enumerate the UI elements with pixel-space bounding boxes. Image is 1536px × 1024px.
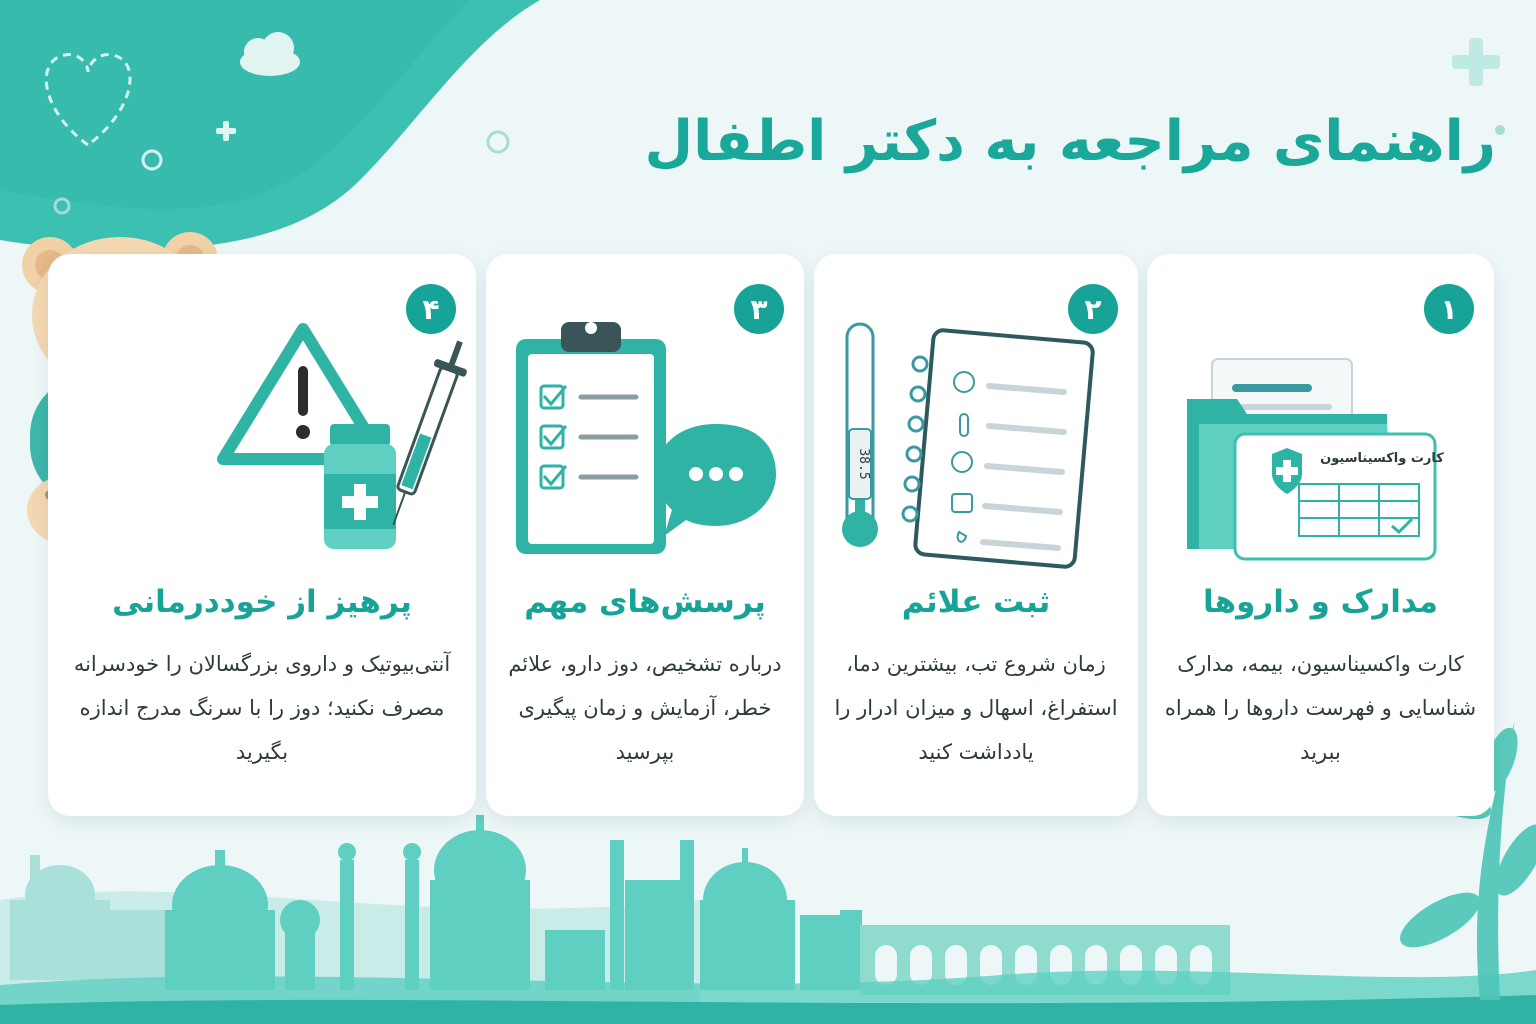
step-badge: ۳ bbox=[734, 284, 784, 334]
folder-vaccination-card-icon bbox=[1147, 314, 1494, 614]
card-questions bbox=[486, 254, 804, 816]
card-title: مدارک و داروها bbox=[1203, 584, 1438, 620]
step-badge: ۱ bbox=[1424, 284, 1474, 334]
card-text: زمان شروع تب، بیشترین دما، استفراغ، اسهال و میزان ادرار را یادداشت کنید bbox=[834, 652, 1118, 764]
thermometer-notebook-icon bbox=[814, 314, 1138, 614]
vaccination-card-label: کارت واکسیناسیون bbox=[1320, 451, 1444, 466]
warning-medicine-syringe-icon bbox=[48, 314, 476, 614]
card-text: درباره تشخیص، دوز دارو، علائم خطر، آزمایش و زمان پیگیری بپرسید bbox=[508, 652, 782, 764]
thermometer-reading: 38.5 bbox=[856, 448, 871, 480]
city-skyline-icon bbox=[0, 815, 1536, 1024]
card-symptoms bbox=[814, 254, 1138, 816]
card-title: پرسش‌های مهم bbox=[524, 584, 766, 620]
card-title: ثبت علائم bbox=[901, 584, 1051, 620]
card-self-medication bbox=[48, 254, 476, 816]
clipboard-chat-icon bbox=[486, 314, 804, 614]
step-badge: ۲ bbox=[1068, 284, 1118, 334]
step-badge: ۴ bbox=[406, 284, 456, 334]
page-title: راهنمای مراجعه به دکتر اطفال bbox=[644, 109, 1496, 174]
card-title: پرهیز از خوددرمانی bbox=[112, 584, 412, 620]
card-text: کارت واکسیناسیون، بیمه، مدارک شناسایی و فهرست داروها را همراه ببرید bbox=[1164, 652, 1477, 764]
card-text: آنتی‌بیوتیک و داروی بزرگسالان را خودسرانه مصرف نکنید؛ دوز را با سرنگ مدرج اندازه بگیرید bbox=[73, 652, 451, 764]
card-documents bbox=[1147, 254, 1494, 816]
